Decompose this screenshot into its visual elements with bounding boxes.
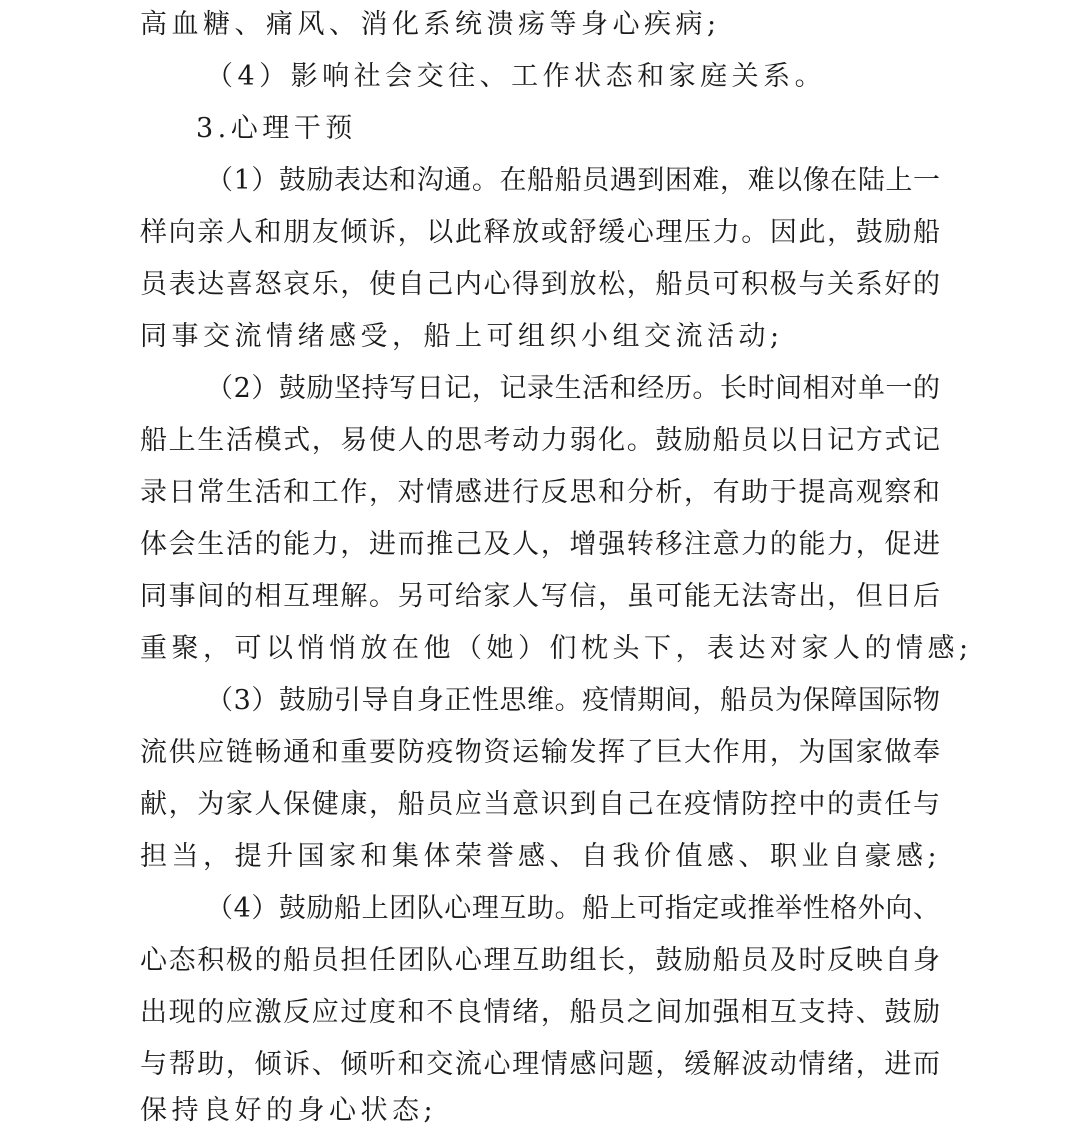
text-line: （4）影响社会交往、工作状态和家庭关系。 [206, 61, 827, 92]
text-line: 同事间的相互理解。另可给家人写信，虽可能无法寄出，但日后 [140, 581, 940, 612]
text-line: 出现的应激反应过度和不良情绪，船员之间加强相互支持、鼓励 [140, 997, 940, 1028]
text-line: 与帮助，倾诉、倾听和交流心理情感问题，缓解波动情绪，进而 [140, 1049, 940, 1080]
text-line: 体会生活的能力，进而推己及人，增强转移注意力的能力，促进 [140, 529, 940, 560]
text-line: 样向亲人和朋友倾诉，以此释放或舒缓心理压力。因此，鼓励船 [140, 217, 940, 248]
text-line: 录日常生活和工作，对情感进行反思和分析，有助于提高观察和 [140, 477, 940, 508]
text-line: 重聚，可以悄悄放在他（她）们枕头下，表达对家人的情感; [140, 633, 973, 664]
text-line: 员表达喜怒哀乐，使自己内心得到放松，船员可积极与关系好的 [140, 269, 940, 300]
text-line: 高血糖、痛风、消化系统溃疡等身心疾病; [140, 9, 721, 40]
text-line: （4）鼓励船上团队心理互助。船上可指定或推举性格外向、 [206, 893, 940, 924]
text-line: （1）鼓励表达和沟通。在船船员遇到困难，难以像在陆上一 [206, 165, 940, 196]
text-line: 心态积极的船员担任团队心理互助组长，鼓励船员及时反映自身 [140, 945, 940, 976]
text-line: 流供应链畅通和重要防疫物资运输发挥了巨大作用，为国家做奉 [140, 737, 940, 768]
text-line: 船上生活模式，易使人的思考动力弱化。鼓励船员以日记方式记 [140, 425, 940, 456]
text-line: 同事交流情绪感受，船上可组织小组交流活动; [140, 321, 784, 352]
text-line: （3）鼓励引导自身正性思维。疫情期间，船员为保障国际物 [206, 685, 940, 716]
text-line: 担当，提升国家和集体荣誉感、自我价值感、职业自豪感; [140, 841, 942, 872]
section-heading: 3.心理干预 [196, 113, 357, 144]
text-line: （2）鼓励坚持写日记，记录生活和经历。长时间相对单一的 [206, 373, 940, 404]
text-line: 献，为家人保健康，船员应当意识到自己在疫情防控中的责任与 [140, 789, 940, 820]
text-line: 保持良好的身心状态; [140, 1095, 438, 1126]
